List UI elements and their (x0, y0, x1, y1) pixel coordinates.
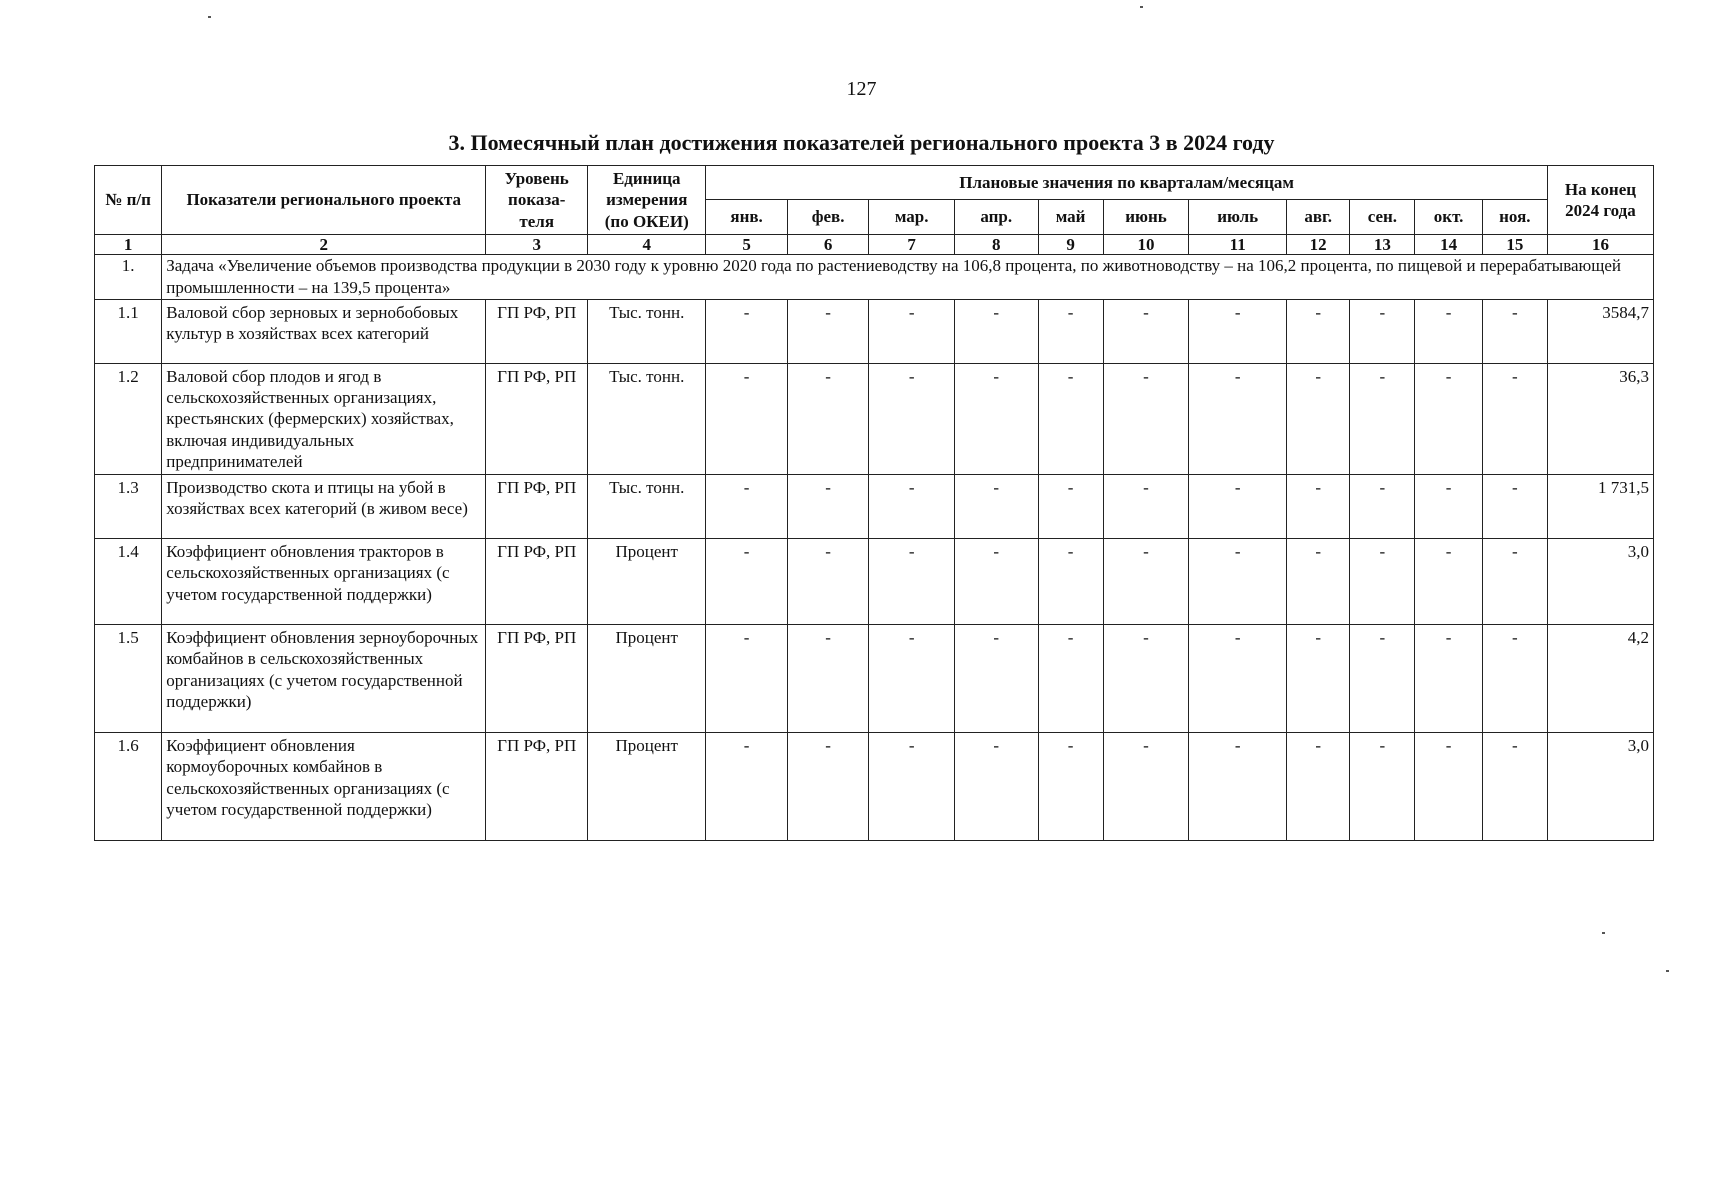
indicator-unit: Тыс. тонн. (588, 299, 706, 363)
column-number: 11 (1189, 234, 1287, 255)
month-value: - (787, 363, 869, 474)
month-value: - (1350, 733, 1415, 841)
column-number: 12 (1287, 234, 1350, 255)
indicator-level: ГП РФ, РП (486, 733, 588, 841)
month-value: - (1038, 733, 1103, 841)
column-numbers-row (95, 234, 1654, 255)
month-value: - (787, 539, 869, 625)
task-row (95, 255, 1654, 300)
header-month: авг. (1287, 200, 1350, 234)
indicator-row (95, 299, 1654, 363)
indicator-unit: Процент (588, 539, 706, 625)
month-value: - (1350, 539, 1415, 625)
month-value: - (1189, 363, 1287, 474)
final-value: 3584,7 (1547, 299, 1653, 363)
column-number: 8 (954, 234, 1038, 255)
header-month: июль (1189, 200, 1287, 234)
month-value: - (1038, 363, 1103, 474)
indicator-name: Валовой сбор плодов и ягод в сельскохозяйственных организациях, крестьянских (фермерских) хозяйствах, включая индивидуальных предпринимателей (162, 363, 486, 474)
column-number: 9 (1038, 234, 1103, 255)
indicator-name: Коэффициент обновления зерноуборочных комбайнов в сельскохозяйственных организациях (с учетом государственной поддержки) (162, 625, 486, 733)
month-value: - (1103, 625, 1189, 733)
indicator-unit: Процент (588, 733, 706, 841)
task-num: 1. (95, 255, 162, 300)
final-value: 36,3 (1547, 363, 1653, 474)
indicator-unit: Процент (588, 625, 706, 733)
column-number: 2 (162, 234, 486, 255)
month-value: - (954, 733, 1038, 841)
month-value: - (1482, 733, 1547, 841)
column-number: 3 (486, 234, 588, 255)
indicator-unit: Тыс. тонн. (588, 475, 706, 539)
month-value: - (954, 539, 1038, 625)
indicator-num: 1.6 (95, 733, 162, 841)
month-value: - (787, 625, 869, 733)
month-value: - (1415, 299, 1482, 363)
header-row-top (95, 166, 1654, 200)
final-value: 3,0 (1547, 733, 1653, 841)
column-number: 1 (95, 234, 162, 255)
indicator-row (95, 539, 1654, 625)
column-number: 15 (1482, 234, 1547, 255)
final-value: 4,2 (1547, 625, 1653, 733)
scan-speck (1602, 932, 1605, 934)
scan-speck (1140, 6, 1143, 8)
scan-speck (1666, 970, 1669, 972)
indicator-row (95, 733, 1654, 841)
month-value: - (1103, 299, 1189, 363)
indicator-unit: Тыс. тонн. (588, 363, 706, 474)
final-value: 1 731,5 (1547, 475, 1653, 539)
indicator-level: ГП РФ, РП (486, 299, 588, 363)
indicator-name: Производство скота и птицы на убой в хозяйствах всех категорий (в живом весе) (162, 475, 486, 539)
month-value: - (954, 363, 1038, 474)
month-value: - (1038, 625, 1103, 733)
document-title: 3. Помесячный план достижения показателей регионального проекта 3 в 2024 году (448, 130, 1275, 155)
indicator-row (95, 363, 1654, 474)
month-value: - (1189, 475, 1287, 539)
header-month: окт. (1415, 200, 1482, 234)
indicator-name: Коэффициент обновления кормоуборочных комбайнов в сельскохозяйственных организациях (с учетом государственной поддержки) (162, 733, 486, 841)
month-value: - (1415, 475, 1482, 539)
month-value: - (869, 475, 955, 539)
month-value: - (706, 475, 788, 539)
month-value: - (1287, 363, 1350, 474)
month-value: - (1415, 733, 1482, 841)
column-number: 5 (706, 234, 788, 255)
header-indicator: Показатели регионального проекта (162, 166, 486, 235)
column-number: 7 (869, 234, 955, 255)
month-value: - (1038, 539, 1103, 625)
column-number: 10 (1103, 234, 1189, 255)
monthly-plan-table (94, 165, 1654, 841)
column-number: 4 (588, 234, 706, 255)
header-final: На конец 2024 года (1547, 166, 1653, 235)
month-value: - (1287, 475, 1350, 539)
header-month: апр. (954, 200, 1038, 234)
column-number: 16 (1547, 234, 1653, 255)
header-month: июнь (1103, 200, 1189, 234)
month-value: - (1287, 625, 1350, 733)
month-value: - (1189, 733, 1287, 841)
month-value: - (1189, 539, 1287, 625)
header-unit: Единица измерения (по ОКЕИ) (588, 166, 706, 235)
indicator-row (95, 475, 1654, 539)
indicator-num: 1.4 (95, 539, 162, 625)
indicator-name: Валовой сбор зерновых и зернобобовых культур в хозяйствах всех категорий (162, 299, 486, 363)
month-value: - (1038, 475, 1103, 539)
header-num: № п/п (95, 166, 162, 235)
column-number: 14 (1415, 234, 1482, 255)
header-level: Уровень показа- теля (486, 166, 588, 235)
task-text: Задача «Увеличение объемов производства продукции в 2030 году к уровню 2020 года по растениеводству на 106,8 процента, по животноводству – на 106,2 процента, по пищевой и перерабатывающей промышленности – на 139,5 процента» (162, 255, 1654, 300)
indicator-num: 1.1 (95, 299, 162, 363)
month-value: - (954, 625, 1038, 733)
month-value: - (1350, 299, 1415, 363)
month-value: - (1482, 539, 1547, 625)
month-value: - (1189, 299, 1287, 363)
month-value: - (1103, 475, 1189, 539)
month-value: - (1482, 299, 1547, 363)
header-month: май (1038, 200, 1103, 234)
scan-speck (208, 16, 211, 18)
month-value: - (787, 299, 869, 363)
page-number: 127 (846, 78, 877, 100)
month-value: - (1287, 733, 1350, 841)
month-value: - (1103, 539, 1189, 625)
header-month: фев. (787, 200, 869, 234)
month-value: - (869, 539, 955, 625)
month-value: - (706, 733, 788, 841)
indicator-num: 1.2 (95, 363, 162, 474)
month-value: - (706, 625, 788, 733)
month-value: - (1415, 363, 1482, 474)
column-number: 6 (787, 234, 869, 255)
month-value: - (954, 299, 1038, 363)
header-month: ноя. (1482, 200, 1547, 234)
month-value: - (787, 733, 869, 841)
month-value: - (1482, 625, 1547, 733)
month-value: - (1103, 363, 1189, 474)
final-value: 3,0 (1547, 539, 1653, 625)
indicator-level: ГП РФ, РП (486, 475, 588, 539)
month-value: - (706, 363, 788, 474)
month-value: - (1287, 299, 1350, 363)
month-value: - (1287, 539, 1350, 625)
indicator-level: ГП РФ, РП (486, 363, 588, 474)
indicator-num: 1.3 (95, 475, 162, 539)
month-value: - (1350, 625, 1415, 733)
month-value: - (1189, 625, 1287, 733)
header-planned-values: Плановые значения по кварталам/месяцам (706, 166, 1548, 200)
month-value: - (706, 539, 788, 625)
indicator-level: ГП РФ, РП (486, 625, 588, 733)
month-value: - (1482, 363, 1547, 474)
indicator-row (95, 625, 1654, 733)
indicator-level: ГП РФ, РП (486, 539, 588, 625)
indicator-name: Коэффициент обновления тракторов в сельскохозяйственных организациях (с учетом государственной поддержки) (162, 539, 486, 625)
header-month: сен. (1350, 200, 1415, 234)
month-value: - (1038, 299, 1103, 363)
month-value: - (1415, 539, 1482, 625)
month-value: - (954, 475, 1038, 539)
month-value: - (706, 299, 788, 363)
month-value: - (869, 299, 955, 363)
month-value: - (1482, 475, 1547, 539)
month-value: - (869, 363, 955, 474)
header-month: янв. (706, 200, 788, 234)
month-value: - (1350, 363, 1415, 474)
column-number: 13 (1350, 234, 1415, 255)
month-value: - (869, 625, 955, 733)
indicator-num: 1.5 (95, 625, 162, 733)
month-value: - (1350, 475, 1415, 539)
header-month: мар. (869, 200, 955, 234)
month-value: - (1415, 625, 1482, 733)
month-value: - (787, 475, 869, 539)
month-value: - (869, 733, 955, 841)
month-value: - (1103, 733, 1189, 841)
